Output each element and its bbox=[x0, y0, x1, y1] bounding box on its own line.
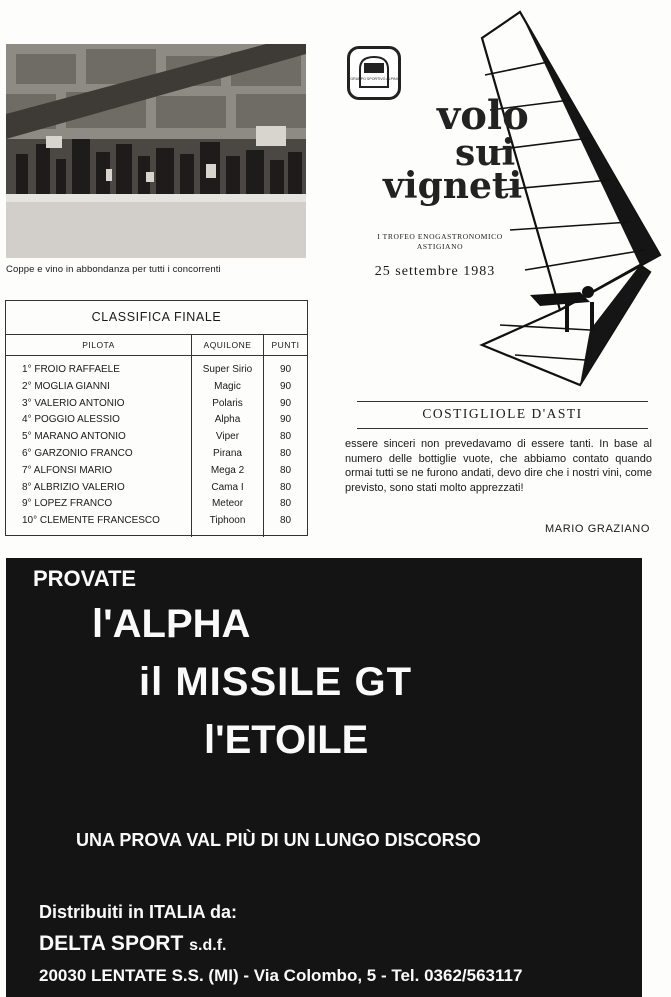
delta-sport-advert bbox=[6, 558, 642, 997]
punti-cell: 80 bbox=[279, 431, 292, 443]
ad-company-suffix: s.d.f. bbox=[189, 937, 227, 954]
pilota-column bbox=[6, 356, 192, 537]
ranking-title: CLASSIFICA FINALE bbox=[6, 301, 307, 335]
ad-company bbox=[39, 932, 226, 956]
punti-cell: 80 bbox=[279, 447, 292, 459]
pilota-cell: 5° MARANO ANTONIO bbox=[22, 431, 126, 443]
trophy-photo-drawing bbox=[6, 44, 306, 258]
pilota-cell: 7° ALFONSI MARIO bbox=[22, 464, 113, 476]
poster-rule-bottom bbox=[357, 428, 648, 429]
punti-cell: 80 bbox=[279, 498, 292, 510]
punti-cell: 90 bbox=[279, 364, 292, 375]
aquilone-cell: Meteor bbox=[211, 498, 244, 510]
pilota-cell: 9° LOPEZ FRANCO bbox=[22, 498, 113, 510]
ranking-table bbox=[5, 300, 308, 536]
punti-cell: 90 bbox=[279, 380, 292, 392]
punti-cell: 90 bbox=[279, 414, 292, 426]
ad-provate: PROVATE bbox=[33, 566, 137, 591]
article-text: essere sinceri non prevedavamo di essere tanti. In base al numero delle bottiglie vuote, che abbiamo contato quando ormai tutti se ne furono andati, devo dire che i nostri vini, come previsto, sono stati molto apprezzati! bbox=[345, 438, 652, 494]
club-logo-icon bbox=[350, 49, 398, 97]
punti-cell: 80 bbox=[279, 515, 292, 527]
header-pilota: PILOTA bbox=[6, 335, 192, 355]
ad-address: 20030 LENTATE S.S. (MI) - Via Colombo, 5 - Tel. 0362/563117 bbox=[39, 966, 523, 985]
ad-line-etoile: l'ETOILE bbox=[204, 718, 369, 762]
pilota-cell: 6° GARZONIO FRANCO bbox=[22, 447, 133, 459]
poster-rule-top bbox=[357, 401, 648, 402]
aquilone-column bbox=[192, 356, 264, 537]
poster-title-2: sui bbox=[455, 132, 516, 174]
club-logo bbox=[347, 46, 401, 100]
pilota-cell: 10° CLEMENTE FRANCESCO bbox=[22, 515, 160, 527]
poster-title-1: volo bbox=[437, 92, 529, 139]
aquilone-cell: Magic bbox=[214, 380, 241, 392]
poster-title-3: vigneti bbox=[383, 165, 523, 207]
aquilone-cell: Tiphoon bbox=[209, 515, 246, 527]
ranking-header bbox=[6, 335, 307, 356]
ad-distrib: Distribuiti in ITALIA da: bbox=[39, 902, 237, 922]
aquilone-cell: Cama I bbox=[211, 481, 244, 493]
aquilone-cell: Super Sirio bbox=[202, 364, 253, 375]
punti-cell: 90 bbox=[279, 397, 292, 409]
logo-text: GRUPPO SPORTIVO ALPINI bbox=[350, 77, 398, 81]
ad-company-name: DELTA SPORT bbox=[39, 932, 184, 955]
punti-cell: 80 bbox=[279, 464, 292, 476]
trophy-photo bbox=[6, 44, 306, 258]
pilota-cell: 4° POGGIO ALESSIO bbox=[22, 414, 120, 426]
aquilone-cell: Pirana bbox=[213, 447, 242, 459]
pilota-cell: 8° ALBRIZIO VALERIO bbox=[22, 481, 125, 493]
poster-date: 25 settembre 1983 bbox=[374, 264, 496, 279]
photo-caption: Coppe e vino in abbondanza per tutti i concorrenti bbox=[6, 264, 221, 275]
ad-line-missile: il MISSILE GT bbox=[139, 660, 413, 704]
ad-line-alpha: l'ALPHA bbox=[92, 602, 251, 646]
header-aquilone: AQUILONE bbox=[192, 335, 264, 355]
aquilone-cell: Mega 2 bbox=[210, 464, 245, 476]
ranking-body bbox=[6, 356, 307, 537]
pilota-cell: 1° FROIO RAFFAELE bbox=[22, 364, 120, 375]
poster-subtitle: I TROFEO ENOGASTRONOMICO ASTIGIANO bbox=[377, 232, 503, 251]
punti-cell: 80 bbox=[279, 481, 292, 493]
poster-place: COSTIGLIOLE D'ASTI bbox=[422, 406, 583, 421]
aquilone-cell: Viper bbox=[215, 431, 240, 443]
ad-slogan: UNA PROVA VAL PIÙ DI UN LUNGO DISCORSO bbox=[76, 830, 481, 850]
aquilone-cell: Alpha bbox=[214, 414, 241, 426]
pilota-cell: 2° MOGLIA GIANNI bbox=[22, 380, 110, 392]
aquilone-cell: Polaris bbox=[212, 397, 243, 409]
article-author: MARIO GRAZIANO bbox=[545, 523, 650, 535]
pilota-cell: 3° VALERIO ANTONIO bbox=[22, 397, 125, 409]
header-punti: PUNTI bbox=[271, 340, 300, 350]
punti-column bbox=[264, 356, 307, 537]
